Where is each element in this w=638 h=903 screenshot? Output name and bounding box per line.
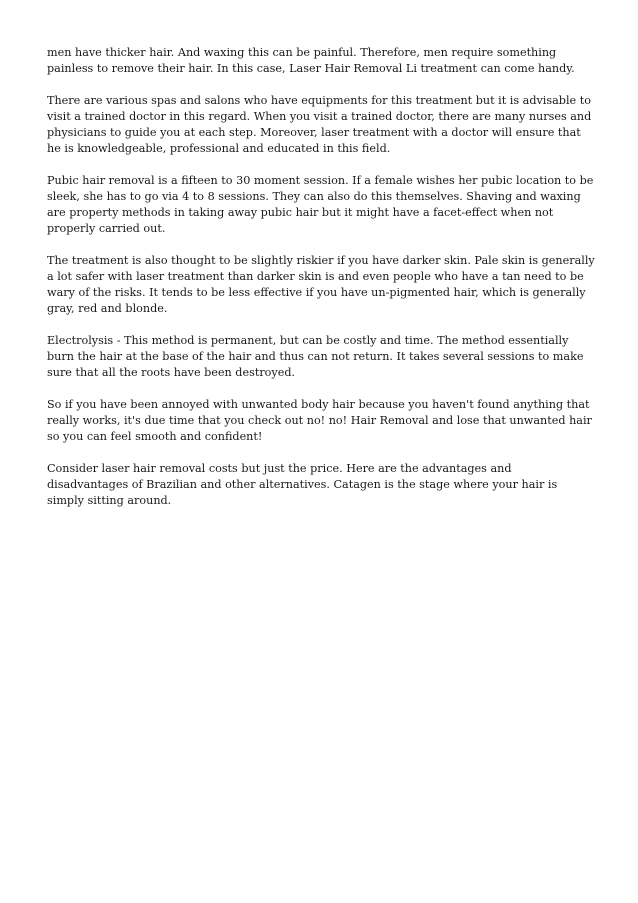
paragraph-pubic-hair-removal: Pubic hair removal is a fifteen to 30 moment session. If a female wishes her pubic location to be sleek, she has to go via 4 to 8 sessions. They can also do this themselves. Shaving and waxing are property methods in taking away pubic hair but it might have a facet-effect when not properly carried out. [47,174,594,235]
paragraph-spas-salons: There are various spas and salons who have equipments for this treatment but it is advisable to visit a trained doctor in this regard. When you visit a trained doctor, there are many nurses and physicians to guide you at each step. Moreover, laser treatment with a doctor will ensure that he is knowledgeable, professional and educated in this field. [47,94,592,155]
paragraph-laser-costs: Consider laser hair removal costs but just the price. Here are the advantages and disadvantages of Brazilian and other alternatives. Catagen is the stage where your hair is simply sitting around. [47,462,558,507]
paragraph-electrolysis: Electrolysis - This method is permanent, but can be costly and time. The method essentially burn the hair at the base of the hair and thus can not return. It takes several sessions to make sure that all the roots have been destroyed. [47,334,584,379]
document-page [47,45,595,525]
paragraph-unwanted-body-hair: So if you have been annoyed with unwanted body hair because you haven't found anything that really works, it's due time that you check out no! no! Hair Removal and lose that unwanted hair so you can feel smooth and confident! [47,398,592,443]
paragraph-darker-skin-risk: The treatment is also thought to be slightly riskier if you have darker skin. Pale skin is generally a lot safer with laser treatment than darker skin is and even people who have a tan need to be wary of the risks. It tends to be less effective if you have un-pigmented hair, which is generally gray, red and blonde. [47,254,595,315]
paragraph-men-hair: men have thicker hair. And waxing this can be painful. Therefore, men require something painless to remove their hair. In this case, Laser Hair Removal Li treatment can come handy. [47,46,575,75]
